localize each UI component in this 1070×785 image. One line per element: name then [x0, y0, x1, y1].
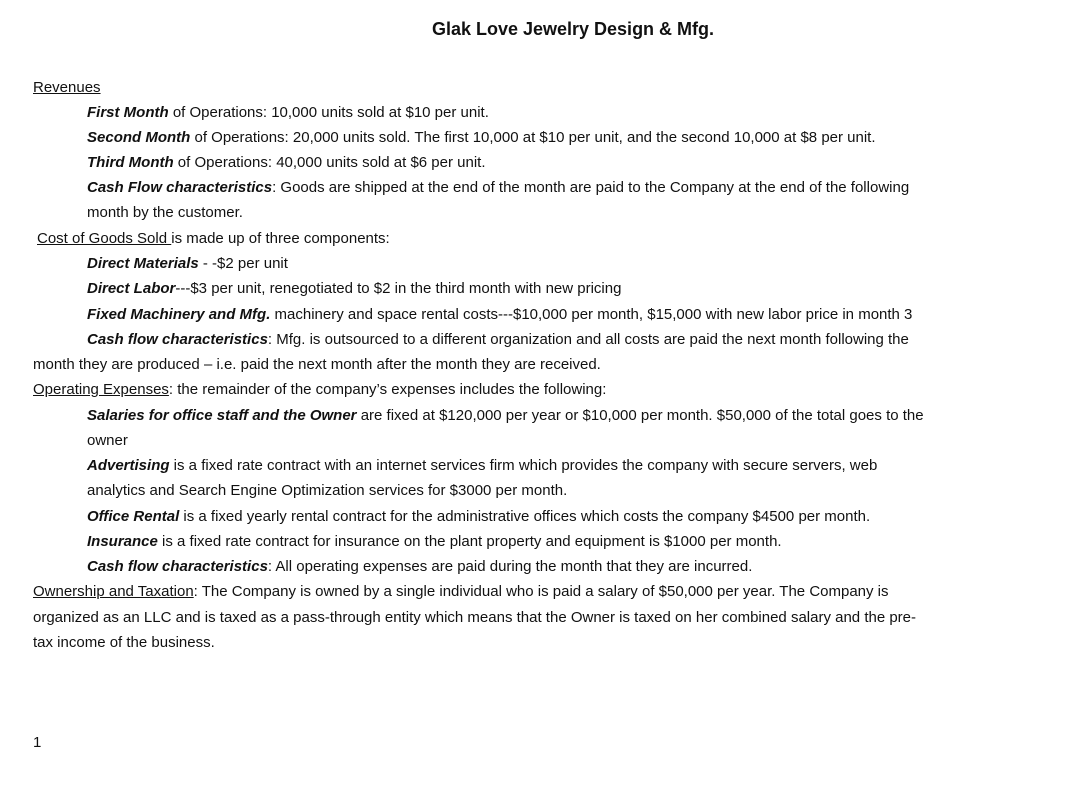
cogs-heading-text: Cost of Goods Sold: [37, 230, 172, 247]
cogs-cash-flow-text: : Mfg. is outsourced to a different organization and all costs are paid the next month following the: [267, 331, 909, 348]
cogs-heading: [37, 229, 390, 249]
third-month-line: [87, 153, 486, 173]
salaries-line: [87, 406, 924, 426]
fixed-machinery-text: machinery and space rental costs---$10,000 per month, $15,000 with new labor price in month 3: [270, 306, 913, 323]
cogs-cash-flow-line-2: [33, 355, 601, 375]
cogs-heading-rest: is made up of three components:: [171, 230, 390, 247]
cogs-cash-flow-line: [87, 330, 909, 350]
revenue-cash-flow-line: [87, 178, 909, 198]
salaries-line-2: [87, 431, 128, 451]
second-month-label: Second Month: [87, 129, 191, 146]
advertising-line-2: [87, 481, 567, 501]
revenue-cash-flow-text: : Goods are shipped at the end of the month are paid to the Company at the end of the following: [272, 179, 910, 196]
cogs-cash-flow-label: Cash flow characteristics: [87, 331, 268, 348]
fixed-machinery-line: [87, 305, 912, 325]
opex-heading-rest: : the remainder of the company’s expenses includes the following:: [168, 381, 607, 398]
insurance-text: is a fixed rate contract for insurance on the plant property and equipment is $1000 per month.: [157, 533, 782, 550]
advertising-label: Advertising: [87, 457, 170, 474]
direct-materials-label: Direct Materials: [87, 255, 199, 272]
office-rental-text: is a fixed yearly rental contract for the administrative offices which costs the company $4500 per month.: [179, 508, 871, 525]
salaries-text-2: owner: [87, 432, 128, 449]
direct-materials-line: [87, 254, 288, 274]
direct-materials-text: - -$2 per unit: [198, 255, 288, 272]
revenues-heading: [33, 78, 101, 98]
insurance-label: Insurance: [87, 533, 158, 550]
opex-cash-flow-text: : All operating expenses are paid during the month that they are incurred.: [267, 558, 753, 575]
second-month-text: of Operations: 20,000 units sold. The first 10,000 at $10 per unit, and the second 10,000 at $8 per unit.: [190, 129, 876, 146]
office-rental-line: [87, 507, 870, 527]
fixed-machinery-label: Fixed Machinery and Mfg.: [87, 306, 271, 323]
ownership-line: [33, 582, 889, 602]
salaries-text: are fixed at $120,000 per year or $10,000 per month. $50,000 of the total goes to the: [356, 407, 924, 424]
opex-heading: [33, 380, 606, 400]
third-month-text: of Operations: 40,000 units sold at $6 per unit.: [173, 154, 486, 171]
second-month-line: [87, 128, 876, 148]
ownership-text: : The Company is owned by a single individual who is paid a salary of $50,000 per year. The Company is: [193, 583, 889, 600]
first-month-line: [87, 103, 489, 123]
ownership-text-2: organized as an LLC and is taxed as a pass-through entity which means that the Owner is taxed on her combined salary and the pre-: [33, 609, 917, 626]
page-number: 1: [33, 734, 42, 751]
direct-labor-line: [87, 279, 621, 299]
ownership-line-2: [33, 608, 916, 628]
ownership-text-3: tax income of the business.: [33, 634, 215, 651]
opex-heading-text: Operating Expenses: [33, 381, 169, 398]
office-rental-label: Office Rental: [87, 508, 180, 525]
cogs-cash-flow-text-2: month they are produced – i.e. paid the next month after the month they are received.: [33, 356, 601, 373]
third-month-label: Third Month: [87, 154, 174, 171]
opex-cash-flow-line: [87, 557, 752, 577]
advertising-text: is a fixed rate contract with an internet services firm which provides the company with secure servers, web: [169, 457, 878, 474]
direct-labor-label: Direct Labor: [87, 280, 176, 297]
salaries-label: Salaries for office staff and the Owner: [87, 407, 357, 424]
ownership-heading: Ownership and Taxation: [33, 583, 194, 600]
revenue-cash-flow-text-2: month by the customer.: [87, 204, 243, 221]
revenue-cash-flow-line-2: [87, 203, 243, 223]
document-title: Glak Love Jewelry Design & Mfg.: [431, 19, 715, 39]
revenues-heading-text: Revenues: [33, 79, 101, 96]
opex-cash-flow-label: Cash flow characteristics: [87, 558, 268, 575]
direct-labor-text: ---$3 per unit, renegotiated to $2 in the third month with new pricing: [175, 280, 622, 297]
advertising-text-2: analytics and Search Engine Optimization services for $3000 per month.: [87, 482, 568, 499]
ownership-line-3: [33, 633, 215, 653]
insurance-line: [87, 532, 782, 552]
revenue-cash-flow-label: Cash Flow characteristics: [87, 179, 273, 196]
advertising-line: [87, 456, 877, 476]
first-month-text: of Operations: 10,000 units sold at $10 per unit.: [168, 104, 489, 121]
first-month-label: First Month: [87, 104, 169, 121]
